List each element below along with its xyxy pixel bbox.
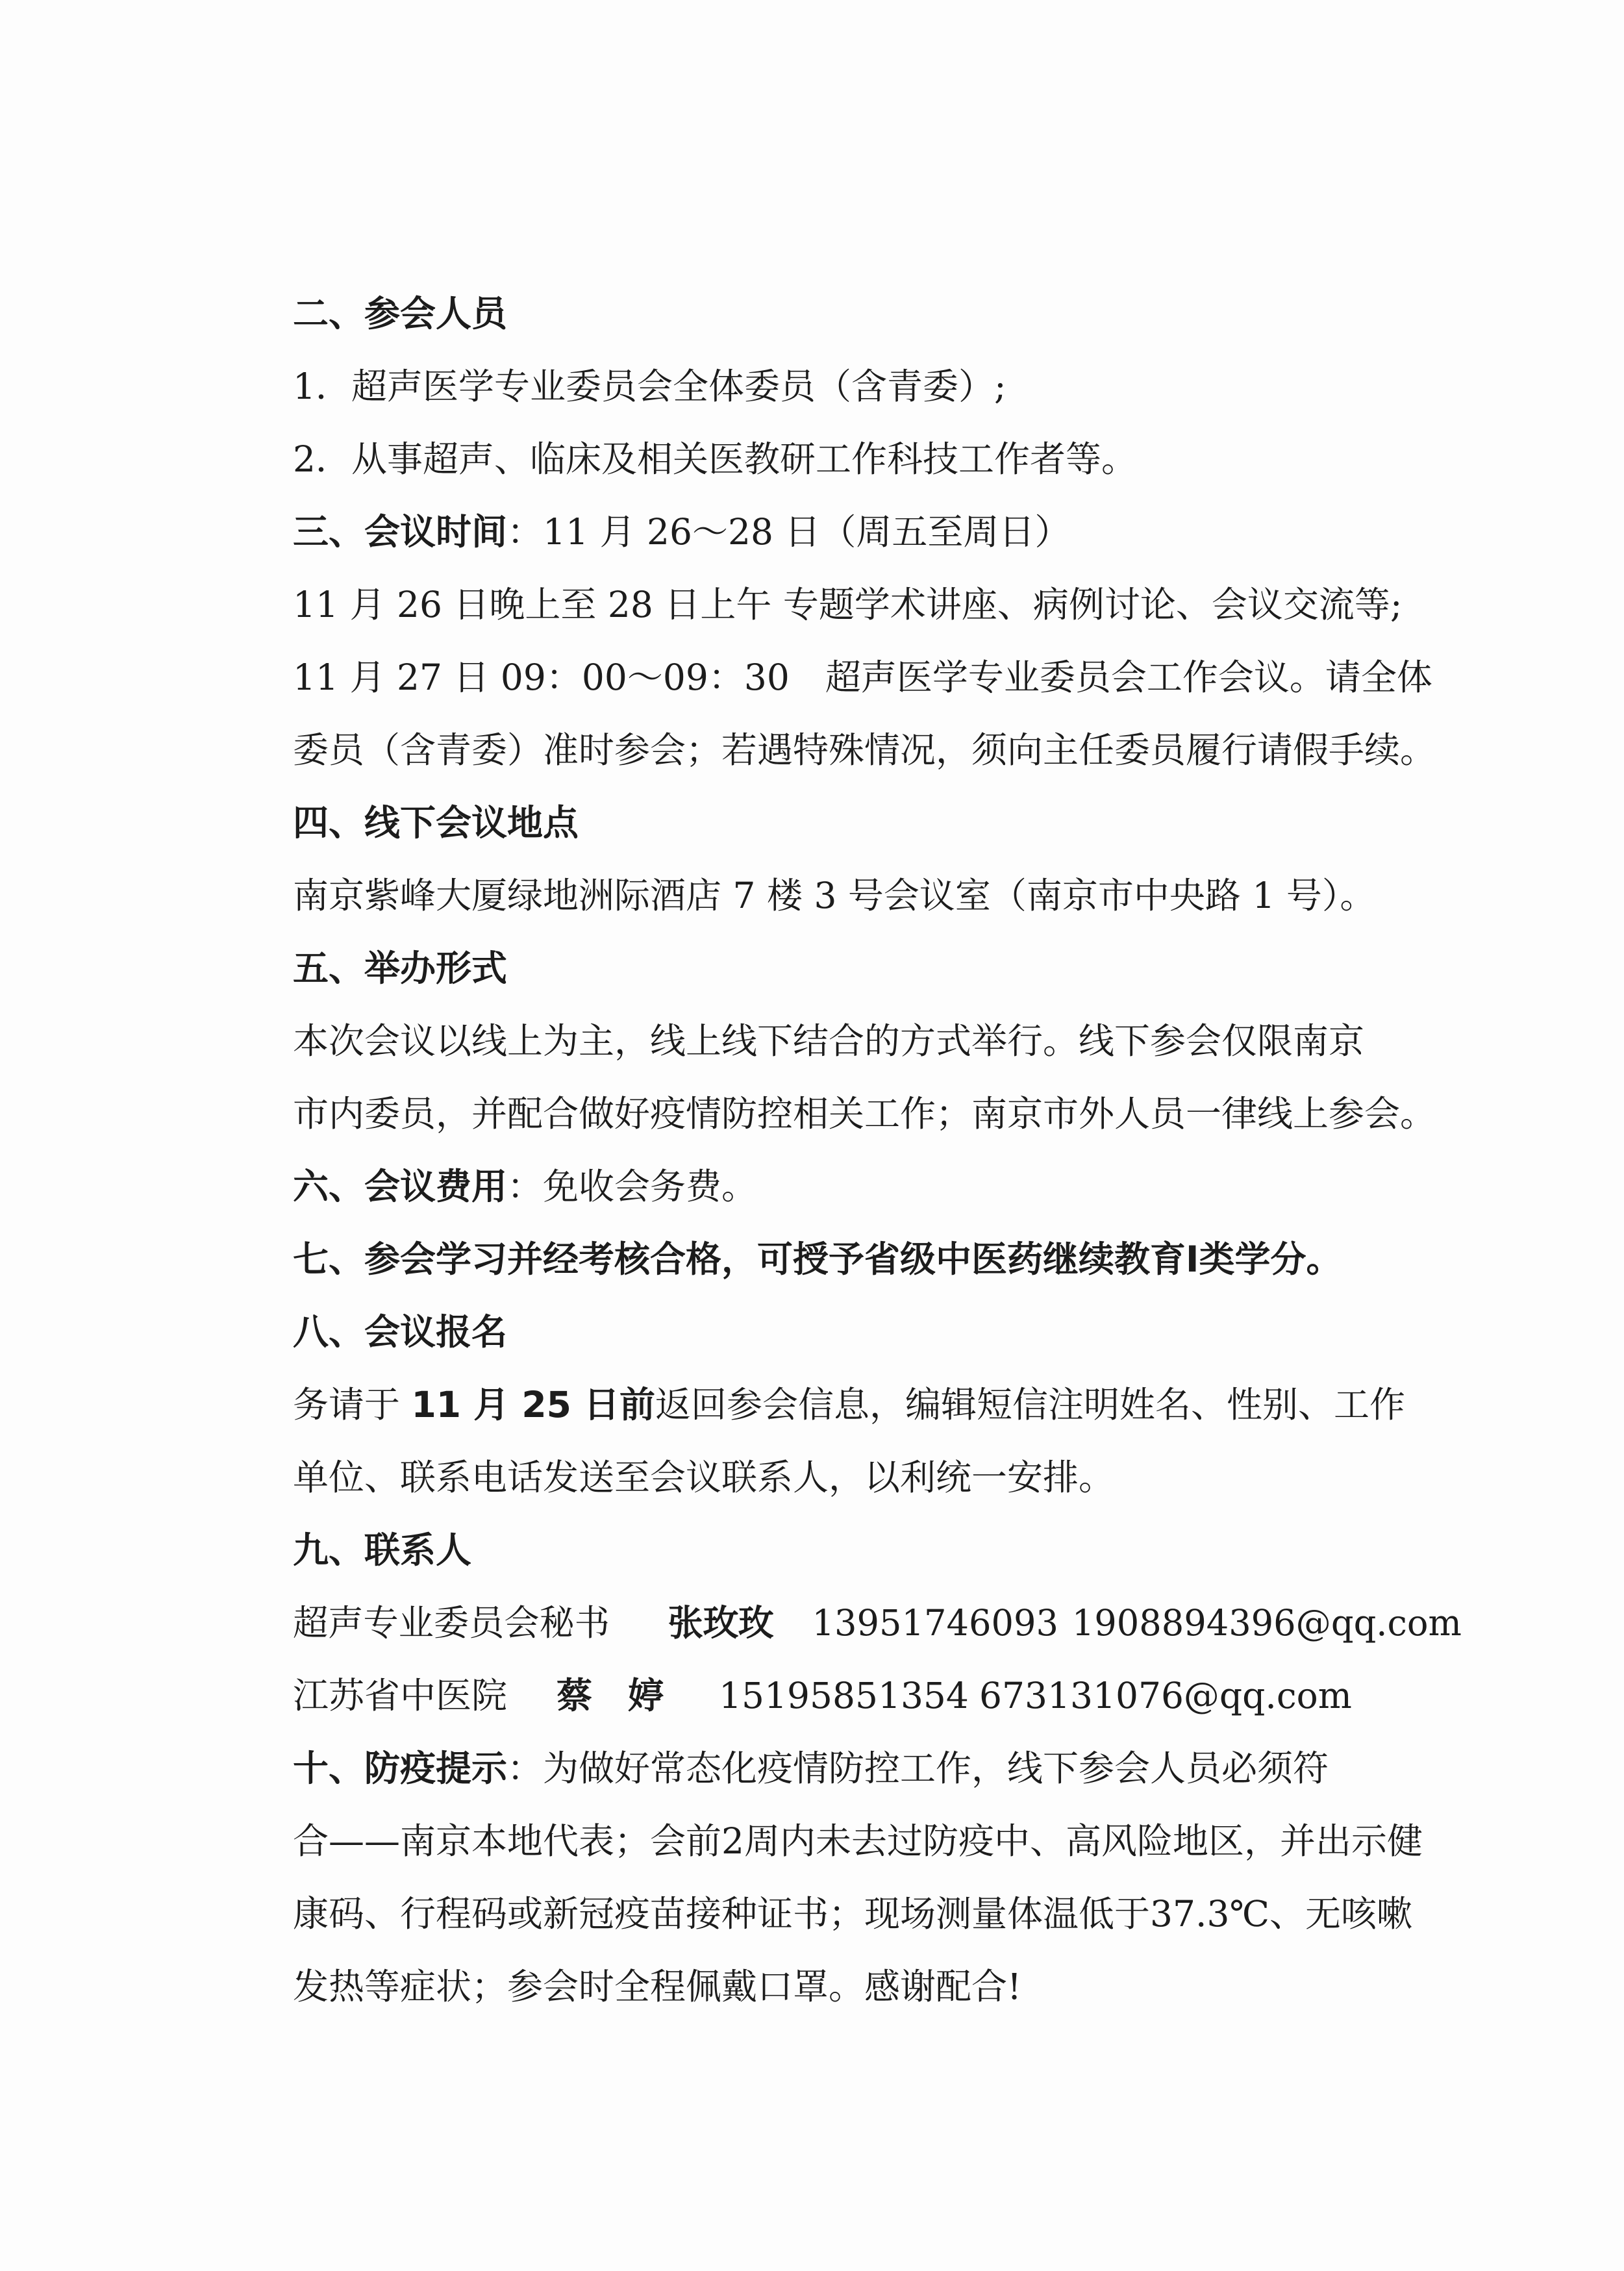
- section-10-text-2: 合——南京本地代表；会前2周内未去过防疫中、高风险地区，并出示健: [293, 1820, 1423, 1862]
- section-3-label: 三、会议时间: [293, 511, 508, 553]
- contact-row-2: [293, 1673, 1352, 1718]
- section-8-heading: 八、会议报名: [293, 1311, 508, 1353]
- section-6-label: 六、会议费用: [293, 1166, 508, 1207]
- section-5-text-2: 市内委员，并配合做好疫情防控相关工作；南京市外人员一律线上参会。: [293, 1093, 1436, 1135]
- section-8-text-1-c: 返回参会信息，编辑短信注明姓名、性别、工作: [655, 1384, 1406, 1425]
- section-5-text-1: 本次会议以线上为主，线上线下结合的方式举行。线下参会仅限南京: [293, 1020, 1365, 1062]
- contact-phone: 15195851354: [719, 1675, 969, 1716]
- section-10-label: 十、防疫提示: [293, 1748, 508, 1789]
- contact-email: 673131076@qq.com: [979, 1675, 1352, 1716]
- section-6-line: [293, 1164, 757, 1209]
- section-5-heading: 五、举办形式: [293, 947, 508, 989]
- contact-role: 江苏省中医院: [293, 1675, 508, 1716]
- section-8-text-2: 单位、联系电话发送至会议联系人，以利统一安排。: [293, 1457, 1115, 1498]
- section-10-line-1: [293, 1746, 1329, 1791]
- section-2-item-2: 2．从事超声、临床及相关医教研工作科技工作者等。: [293, 438, 1137, 480]
- contact-phone: 13951746093: [812, 1602, 1058, 1644]
- contact-name: 蔡 婷: [556, 1675, 664, 1716]
- contact-row-1: [293, 1600, 1462, 1646]
- section-4-address: 南京紫峰大厦绿地洲际酒店 7 楼 3 号会议室（南京市中央路 1 号）。: [293, 875, 1376, 916]
- section-10-text-1: ：为做好常态化疫情防控工作，线下参会人员必须符: [507, 1748, 1329, 1789]
- section-3-detail-2: 11 月 27 日 09：00～09：30 超声医学专业委员会工作会议。请全体: [293, 657, 1432, 698]
- section-7-heading: 七、参会学习并经考核合格，可授予省级中医药继续教育Ⅰ类学分。: [293, 1238, 1342, 1280]
- section-2-heading: 二、参会人员: [293, 293, 508, 334]
- section-9-heading: 九、联系人: [293, 1529, 472, 1571]
- section-6-value: ：免收会务费。: [507, 1166, 758, 1207]
- section-4-heading: 四、线下会议地点: [293, 802, 579, 844]
- section-3-value: ：11 月 26～28 日（周五至周日）: [507, 511, 1071, 553]
- section-8-text-1: [293, 1382, 1405, 1427]
- contact-role: 超声专业委员会秘书: [293, 1602, 610, 1644]
- section-8-text-1-a: 务请于: [293, 1384, 412, 1425]
- registration-deadline: 11 月 25 日前: [411, 1384, 656, 1425]
- section-10-text-3: 康码、行程码或新冠疫苗接种证书；现场测量体温低于37.3℃、无咳嗽: [293, 1893, 1412, 1935]
- section-3-detail-3: 委员（含青委）准时参会；若遇特殊情况，须向主任委员履行请假手续。: [293, 729, 1436, 771]
- section-3-line: [293, 509, 1070, 555]
- section-2-item-1: 1．超声医学专业委员会全体委员（含青委）;: [293, 366, 1006, 407]
- contact-email: 1908894396@qq.com: [1071, 1602, 1462, 1644]
- section-10-text-4: 发热等症状；参会时全程佩戴口罩。感谢配合!: [293, 1966, 1022, 2007]
- section-3-detail-1: 11 月 26 日晚上至 28 日上午 专题学术讲座、病例讨论、会议交流等;: [293, 584, 1403, 625]
- contact-name: 张玫玫: [668, 1602, 774, 1644]
